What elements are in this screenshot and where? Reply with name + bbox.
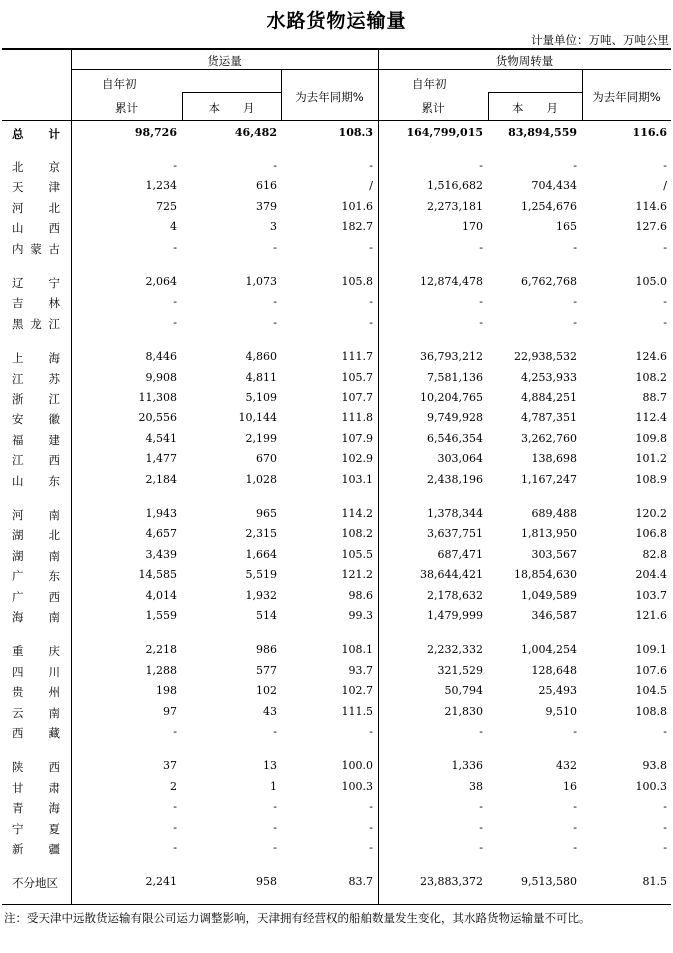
cell-c4: 6,546,354 <box>427 431 483 445</box>
header-cumulative-1: 累计 <box>115 101 138 115</box>
table-row <box>2 157 671 176</box>
cell-c4: - <box>479 820 483 834</box>
region-name: 广东 <box>12 569 60 584</box>
region-name: 广西 <box>12 589 60 604</box>
cell-c2: - <box>273 800 277 814</box>
region-name: 浙江 <box>12 392 60 406</box>
table-row <box>2 703 671 722</box>
table-row <box>2 873 671 892</box>
cell-c1: - <box>173 240 177 254</box>
cell-c2: 1,028 <box>245 472 277 486</box>
region-name: 西藏 <box>12 726 60 740</box>
cell-c4: 1,336 <box>451 759 483 773</box>
cell-c1: 9,908 <box>145 370 177 384</box>
cell-c6: - <box>663 159 667 172</box>
cell-c2: - <box>273 841 277 854</box>
cell-c4: 38 <box>469 779 483 793</box>
cell-c6: - <box>663 240 667 254</box>
cell-c1: 8,446 <box>145 350 177 364</box>
cell-c6: 108.2 <box>635 370 667 384</box>
table-row <box>2 682 671 701</box>
cell-c4: 7,581,136 <box>427 370 483 384</box>
cell-c6: 100.3 <box>635 779 667 793</box>
cell-c5: 9,510 <box>545 704 577 718</box>
cell-c1: 1,559 <box>145 609 177 622</box>
region-name: 江西 <box>12 453 60 468</box>
cell-c6: 107.6 <box>635 663 667 677</box>
cell-c4: 1,479,999 <box>427 609 483 622</box>
cell-c4: 10,204,765 <box>420 391 483 404</box>
table-row <box>2 471 671 490</box>
cell-c5: 1,004,254 <box>521 643 577 657</box>
cell-c4: 12,874,478 <box>420 275 483 288</box>
cell-c3: - <box>369 841 373 854</box>
cell-c3: 105.7 <box>341 370 373 384</box>
cell-c5: 303,567 <box>531 547 577 561</box>
cell-c2: 986 <box>256 643 277 657</box>
cell-c1: 14,585 <box>138 568 177 582</box>
cell-c3: - <box>369 295 373 309</box>
cell-c6: 116.6 <box>632 126 667 139</box>
cell-c5: - <box>573 315 577 329</box>
region-name: 四川 <box>12 664 60 679</box>
cell-c3: 107.7 <box>341 391 373 404</box>
cell-c5: 25,493 <box>538 684 577 698</box>
region-name: 辽宁 <box>12 276 60 290</box>
cell-c4: 170 <box>462 220 483 234</box>
cell-c4: 2,232,332 <box>427 643 483 657</box>
cell-c5: 1,813,950 <box>521 527 577 541</box>
header-yoy-1: 为去年同期% <box>295 90 364 104</box>
table-row <box>2 641 671 660</box>
cell-c6: - <box>663 841 667 854</box>
region-name: 安徽 <box>12 412 60 427</box>
cell-c3: - <box>369 315 373 329</box>
region-name: 海南 <box>12 610 60 624</box>
cell-c4: - <box>479 725 483 738</box>
table-row <box>2 757 671 776</box>
cell-c3: 101.6 <box>341 199 373 213</box>
region-name: 河南 <box>12 508 60 522</box>
cell-c3: 102.9 <box>341 452 373 466</box>
cell-c6: 82.8 <box>642 547 667 561</box>
cell-c5: - <box>573 295 577 309</box>
cell-c4: 2,438,196 <box>427 472 483 486</box>
cell-c1: - <box>173 725 177 738</box>
cell-c3: 111.7 <box>341 350 373 364</box>
region-name: 河北 <box>12 200 60 215</box>
cell-c1: 2,184 <box>145 472 177 486</box>
table-row <box>2 389 671 408</box>
cell-c5: 704,434 <box>531 179 577 193</box>
cell-c3: 111.8 <box>341 411 373 425</box>
cell-c2: 965 <box>256 507 277 520</box>
cell-c6: - <box>663 800 667 814</box>
cell-c2: 958 <box>256 875 277 889</box>
cell-c5: 3,262,760 <box>521 431 577 445</box>
header-since-year-start-2: 自年初 <box>412 77 447 91</box>
cell-c4: 3,637,751 <box>427 527 483 541</box>
table-row <box>2 177 671 196</box>
table-row <box>2 839 671 858</box>
cell-c5: 83,894,559 <box>508 126 577 139</box>
cell-c2: 13 <box>263 759 277 773</box>
cell-c6: 101.2 <box>635 452 667 466</box>
cell-c1: 4,541 <box>145 431 177 445</box>
cell-c3: 121.2 <box>341 568 373 582</box>
region-name: 不分地区 <box>12 876 58 891</box>
region-name: 甘肃 <box>12 780 60 795</box>
cell-c2: 2,199 <box>245 431 277 445</box>
header-this-month-2: 本 月 <box>512 101 558 115</box>
region-name: 湖北 <box>12 528 60 543</box>
cell-c1: 4,657 <box>145 527 177 541</box>
cell-c4: 321,529 <box>437 663 483 677</box>
region-name: 黑龙江 <box>12 316 60 331</box>
header-this-month-1: 本 月 <box>208 101 255 115</box>
cell-c1: 3,439 <box>145 547 177 561</box>
cell-c6: 114.6 <box>635 199 667 213</box>
cell-c5: 689,488 <box>531 507 577 520</box>
cell-c6: 81.5 <box>642 875 667 889</box>
cell-c3: 114.2 <box>341 507 373 520</box>
cell-c6: 103.7 <box>635 588 667 602</box>
table-row <box>2 314 671 333</box>
cell-c3: - <box>369 820 373 834</box>
cell-c2: 2,315 <box>245 527 277 541</box>
cell-c4: - <box>479 159 483 172</box>
cell-c1: - <box>173 159 177 172</box>
table-row <box>2 348 671 367</box>
cell-c6: 93.8 <box>642 759 667 773</box>
region-name: 重庆 <box>12 644 60 659</box>
cell-c3: - <box>369 800 373 814</box>
cell-c4: - <box>479 315 483 329</box>
cell-c5: 432 <box>556 759 577 773</box>
cell-c1: 20,556 <box>138 411 177 425</box>
footnote: 注：受天津中远散货运输有限公司运力调整影响，天津拥有经营权的船舶数量发生变化，其水路货物运输量不可比。 <box>4 911 591 925</box>
cell-c3: 108.2 <box>341 527 373 541</box>
cell-c1: - <box>173 295 177 309</box>
cell-c5: 6,762,768 <box>521 275 577 288</box>
cell-c2: 616 <box>256 179 277 193</box>
cell-c1: - <box>173 820 177 834</box>
table-row <box>2 293 671 312</box>
region-name: 天津 <box>12 180 60 195</box>
header-since-year-start-1: 自年初 <box>102 77 137 91</box>
table-row <box>2 587 671 606</box>
cell-c1: 1,943 <box>145 507 177 520</box>
cell-c2: 4,811 <box>245 370 277 384</box>
cell-c2: 577 <box>256 663 277 677</box>
cell-c5: - <box>573 800 577 814</box>
table-row <box>2 218 671 237</box>
region-name: 云南 <box>12 705 60 720</box>
cell-c4: 38,644,421 <box>420 568 483 582</box>
cell-c4: 1,516,682 <box>427 179 483 193</box>
cell-c2: 514 <box>256 609 277 622</box>
cell-c5: - <box>573 159 577 172</box>
table-row <box>2 409 671 428</box>
cell-c2: - <box>273 240 277 254</box>
cell-c1: 198 <box>156 684 177 698</box>
table-row <box>2 723 671 742</box>
cell-c1: 4,014 <box>145 588 177 602</box>
cell-c1: - <box>173 841 177 854</box>
table-row <box>2 798 671 817</box>
table-header <box>2 48 671 121</box>
cell-c1: 725 <box>156 199 177 213</box>
cell-c4: 164,799,015 <box>406 126 483 139</box>
cell-c6: 124.6 <box>635 350 667 364</box>
cell-c4: 9,749,928 <box>427 411 483 425</box>
cell-c2: - <box>273 820 277 834</box>
table-row <box>2 662 671 681</box>
cell-c2: 10,144 <box>238 411 277 425</box>
cell-c2: 4,860 <box>245 350 277 364</box>
header-yoy-2: 为去年同期% <box>592 90 661 104</box>
cell-c3: 100.3 <box>341 779 373 793</box>
cell-c4: 303,064 <box>437 452 483 466</box>
cell-c1: - <box>173 315 177 329</box>
table-row <box>2 566 671 585</box>
cell-c6: 108.8 <box>635 704 667 718</box>
cell-c1: 1,234 <box>145 179 177 193</box>
cell-c2: 379 <box>256 199 277 213</box>
cell-c4: 23,883,372 <box>420 875 483 889</box>
cell-c3: 93.7 <box>348 663 373 677</box>
region-name: 陕西 <box>12 760 60 775</box>
cell-c3: 83.7 <box>348 875 373 889</box>
cell-c3: 107.9 <box>341 431 373 445</box>
cell-c6: 106.8 <box>635 527 667 541</box>
cell-c2: 1 <box>270 779 277 793</box>
cell-c2: 670 <box>256 452 277 466</box>
unit-label: 计量单位：万吨、万吨公里 <box>531 33 669 47</box>
cell-c5: 1,167,247 <box>521 472 577 486</box>
cell-c1: 2,064 <box>145 275 177 288</box>
table-row <box>2 778 671 797</box>
cell-c2: 43 <box>263 704 277 718</box>
cell-c2: - <box>273 159 277 172</box>
cell-c5: 4,884,251 <box>521 391 577 404</box>
cell-c6: - <box>663 295 667 309</box>
header-cumulative-2: 累计 <box>421 101 445 115</box>
cell-c6: 120.2 <box>635 507 667 520</box>
data-table <box>2 48 671 891</box>
region-name: 宁夏 <box>12 821 60 836</box>
cell-c4: 2,273,181 <box>427 199 483 213</box>
region-name: 青海 <box>12 801 60 816</box>
table-row <box>2 198 671 217</box>
region-name: 内蒙古 <box>12 241 60 256</box>
cell-c6: 127.6 <box>635 220 667 234</box>
region-name: 总 计 <box>12 127 60 141</box>
table-row <box>2 450 671 469</box>
cell-c4: 1,378,344 <box>427 507 483 520</box>
cell-c5: - <box>573 240 577 254</box>
cell-c1: 2,218 <box>145 643 177 657</box>
region-name: 新疆 <box>12 842 60 856</box>
cell-c5: 4,787,351 <box>521 411 577 425</box>
cell-c5: 346,587 <box>531 609 577 622</box>
table-row <box>2 369 671 388</box>
cell-c5: 138,698 <box>531 452 577 466</box>
cell-c6: 105.0 <box>635 275 667 288</box>
cell-c3: - <box>369 159 373 172</box>
table-row <box>2 819 671 838</box>
table-row <box>2 546 671 565</box>
cell-c4: 21,830 <box>444 704 483 718</box>
region-name: 湖南 <box>12 548 60 563</box>
table-row <box>2 505 671 524</box>
header-cargo-volume: 货运量 <box>207 54 242 68</box>
region-name: 江苏 <box>12 371 60 386</box>
cell-c2: - <box>273 295 277 309</box>
cell-c2: 1,932 <box>245 588 277 602</box>
table-row <box>2 239 671 258</box>
cell-c1: - <box>173 800 177 814</box>
cell-c3: 102.7 <box>341 684 373 698</box>
cell-c4: - <box>479 841 483 854</box>
cell-c5: 18,854,630 <box>514 568 577 582</box>
region-name: 贵州 <box>12 685 60 700</box>
cell-c1: 11,308 <box>138 391 177 404</box>
region-name: 上海 <box>12 351 60 366</box>
column-divider <box>71 121 72 905</box>
cell-c3: 111.5 <box>341 704 373 718</box>
cell-c3: 108.1 <box>341 643 373 657</box>
cell-c1: 2,241 <box>145 875 177 889</box>
cell-c3: - <box>369 725 373 738</box>
cell-c2: 46,482 <box>234 126 277 139</box>
cell-c3: 105.5 <box>341 547 373 561</box>
cell-c4: 36,793,212 <box>420 350 483 364</box>
header-turnover: 货物周转量 <box>495 54 554 68</box>
cell-c1: 1,288 <box>145 663 177 677</box>
cell-c3: - <box>369 240 373 254</box>
cell-c6: 112.4 <box>635 411 667 425</box>
cell-c3: / <box>369 179 373 193</box>
region-name: 吉林 <box>12 296 60 311</box>
cell-c5: - <box>573 820 577 834</box>
region-name: 北京 <box>12 160 60 174</box>
cell-c2: - <box>273 315 277 329</box>
table-row <box>2 273 671 292</box>
cell-c4: 687,471 <box>437 547 483 561</box>
cell-c6: 109.1 <box>635 643 667 657</box>
cell-c5: 165 <box>556 220 577 234</box>
cell-c6: 109.8 <box>635 431 667 445</box>
total-row <box>2 124 671 143</box>
cell-c6: 108.9 <box>635 472 667 486</box>
cell-c5: 1,049,589 <box>521 588 577 602</box>
page-title: 水路货物运输量 <box>266 10 407 32</box>
cell-c6: / <box>663 179 667 193</box>
region-name: 山西 <box>12 221 60 236</box>
cell-c5: 16 <box>563 779 577 793</box>
cell-c6: - <box>663 820 667 834</box>
cell-c6: - <box>663 315 667 329</box>
cell-c3: 108.3 <box>338 126 373 139</box>
cell-c6: 88.7 <box>642 391 667 404</box>
region-name: 山东 <box>12 473 60 488</box>
cell-c5: 128,648 <box>531 663 577 677</box>
column-divider <box>378 121 379 905</box>
cell-c4: - <box>479 800 483 814</box>
cell-c4: 50,794 <box>444 684 483 698</box>
table-row <box>2 607 671 626</box>
cell-c6: 104.5 <box>635 684 667 698</box>
cell-c3: 105.8 <box>341 275 373 288</box>
cell-c2: 102 <box>256 684 277 698</box>
cell-c1: 1,477 <box>145 452 177 466</box>
cell-c2: 5,519 <box>245 568 277 582</box>
cell-c1: 97 <box>163 704 177 718</box>
cell-c6: 204.4 <box>635 568 667 582</box>
cell-c6: - <box>663 725 667 738</box>
table-row <box>2 525 671 544</box>
cell-c5: - <box>573 841 577 854</box>
cell-c4: 2,178,632 <box>427 588 483 602</box>
cell-c4: - <box>479 295 483 309</box>
region-name: 福建 <box>12 432 60 447</box>
cell-c5: - <box>573 725 577 738</box>
cell-c2: - <box>273 725 277 738</box>
cell-c5: 1,254,676 <box>521 199 577 213</box>
cell-c3: 98.6 <box>348 588 373 602</box>
cell-c2: 1,664 <box>245 547 277 561</box>
cell-c5: 22,938,532 <box>514 350 577 364</box>
cell-c5: 9,513,580 <box>521 875 577 889</box>
cell-c2: 1,073 <box>245 275 277 288</box>
cell-c4: - <box>479 240 483 254</box>
cell-c2: 5,109 <box>245 391 277 404</box>
cell-c2: 3 <box>270 220 277 234</box>
table-bottom-border <box>2 904 671 905</box>
cell-c3: 182.7 <box>341 220 373 234</box>
cell-c5: 4,253,933 <box>521 370 577 384</box>
cell-c3: 103.1 <box>341 472 373 486</box>
cell-c1: 4 <box>170 220 177 234</box>
table-row <box>2 430 671 449</box>
cell-c1: 2 <box>170 779 177 793</box>
cell-c3: 100.0 <box>341 759 373 773</box>
cell-c1: 37 <box>163 759 177 773</box>
cell-c3: 99.3 <box>348 609 373 622</box>
cell-c1: 98,726 <box>134 126 177 139</box>
cell-c6: 121.6 <box>635 609 667 622</box>
